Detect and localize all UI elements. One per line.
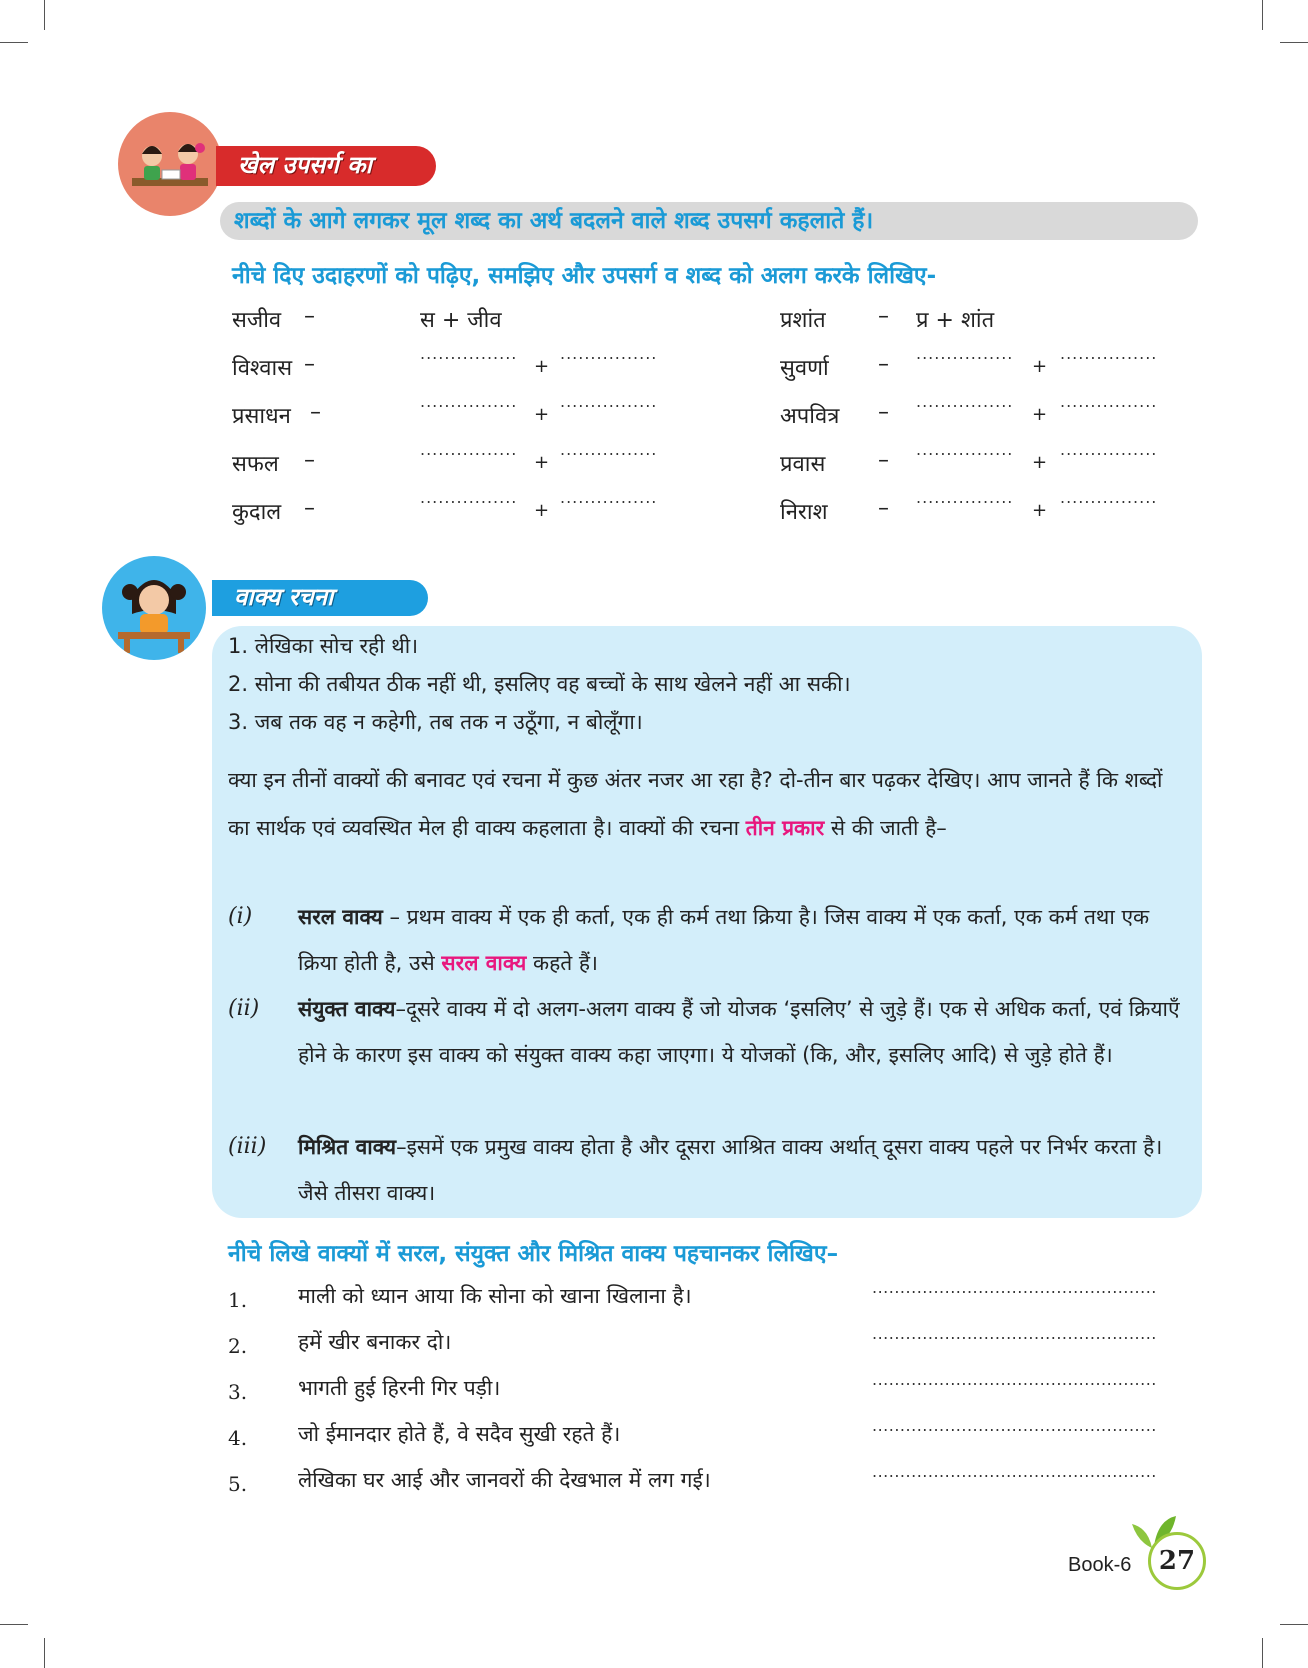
dash: –: [304, 352, 315, 377]
dash: –: [304, 304, 315, 329]
answer-line[interactable]: ...................................................: [872, 1370, 1157, 1389]
answer-line[interactable]: ...................................................: [872, 1278, 1157, 1297]
example-word: सफल: [232, 452, 279, 477]
point-number: (iii): [228, 1134, 267, 1159]
crop-mark: [0, 42, 28, 43]
kids-reading-illustration: [118, 112, 222, 216]
example-row: [232, 488, 672, 536]
answer-blank[interactable]: ................: [420, 440, 518, 459]
example-sentence: 2. सोना की तबीयत ठीक नहीं थी, इसलिए वह बच्चों के साथ खेलने नहीं आ सकी।: [228, 672, 851, 696]
book-label: Book-6: [1068, 1554, 1132, 1576]
example-answer: स + जीव: [420, 308, 502, 333]
page-number: 27: [1148, 1532, 1206, 1590]
example-row: [232, 304, 672, 344]
example-word: निराश: [780, 500, 828, 525]
answer-blank[interactable]: ................: [560, 392, 658, 411]
crop-mark: [0, 1624, 28, 1625]
example-word: प्रवास: [780, 452, 826, 477]
question-number: 4.: [228, 1426, 248, 1450]
point-number: (i): [228, 904, 253, 929]
answer-blank[interactable]: ................: [916, 392, 1014, 411]
plus-sign: +: [534, 356, 550, 377]
dash: –: [310, 400, 321, 425]
dash: –: [304, 448, 315, 473]
answer-blank[interactable]: ................: [560, 440, 658, 459]
dash: –: [878, 304, 889, 329]
plus-sign: +: [1032, 404, 1048, 425]
question-number: 2.: [228, 1334, 248, 1358]
example-row: [780, 488, 1180, 536]
section-banner-vakya-rachna: वाक्य रचना: [212, 580, 428, 616]
point-complex-sentence: [298, 1124, 1188, 1216]
dash: –: [304, 496, 315, 521]
crop-mark: [44, 1638, 45, 1668]
example-word: अपवित्र: [780, 404, 840, 429]
intro-highlight: तीन प्रकार: [745, 816, 825, 840]
point-term: मिश्रित वाक्य: [298, 1135, 397, 1159]
definition-bar: शब्दों के आगे लगकर मूल शब्द का अर्थ बदलने वाले शब्द उपसर्ग कहलाते हैं।: [220, 202, 1198, 240]
girl-studying-illustration: [102, 556, 206, 660]
example-row: [232, 440, 672, 488]
example-word: विश्वास: [232, 356, 293, 381]
example-row: [780, 392, 1180, 440]
answer-blank[interactable]: ................: [420, 344, 518, 363]
question-number: 3.: [228, 1380, 248, 1404]
example-word: प्रशांत: [780, 308, 826, 333]
answer-blank[interactable]: ................: [420, 392, 518, 411]
dash: –: [878, 400, 889, 425]
question-text: लेखिका घर आई और जानवरों की देखभाल में लग गई।: [298, 1468, 711, 1492]
plus-sign: +: [1032, 500, 1048, 521]
crop-mark: [44, 0, 45, 30]
answer-blank[interactable]: ................: [1060, 392, 1158, 411]
crop-mark: [1262, 1638, 1263, 1668]
answer-blank[interactable]: ................: [1060, 440, 1158, 459]
point-highlight: सरल वाक्य: [441, 951, 527, 975]
point-text: –दूसरे वाक्य में दो अलग-अलग वाक्य हैं जो योजक ‘इसलिए’ से जुड़े हैं। एक से अधिक कर्ता, एवं क्रियाएँ होने के कारण इस वाक्य को संयुक्त वाक्य कहा जाएगा। ये योजकों (कि, और, इसलिए आदि) से जुड़े होते हैं।: [298, 997, 1180, 1067]
answer-blank[interactable]: ................: [916, 488, 1014, 507]
dash: –: [878, 496, 889, 521]
example-row: [232, 344, 672, 392]
example-sentence: 1. लेखिका सोच रही थी।: [228, 634, 419, 658]
point-text: – प्रथम वाक्य में एक ही कर्ता, एक ही कर्म तथा क्रिया है। जिस वाक्य में एक कर्ता, एक कर्म तथा एक क्रिया होती है, उसे: [298, 905, 1150, 975]
example-answer: प्र + शांत: [916, 308, 995, 333]
crop-mark: [1280, 1624, 1308, 1625]
point-simple-sentence: [298, 894, 1188, 986]
answer-blank[interactable]: ................: [1060, 488, 1158, 507]
point-term: संयुक्त वाक्य: [298, 997, 396, 1021]
example-row: [780, 304, 1180, 344]
instruction-upsarg: नीचे दिए उदाहरणों को पढ़िए, समझिए और उपसर्ग व शब्द को अलग करके लिखिए-: [232, 263, 937, 289]
answer-blank[interactable]: ................: [1060, 344, 1158, 363]
example-word: कुदाल: [232, 500, 282, 525]
plus-sign: +: [534, 452, 550, 473]
intro-paragraph: [228, 756, 1188, 852]
example-word: प्रसाधन: [232, 404, 291, 429]
point-text-end: कहते हैं।: [526, 951, 599, 975]
answer-blank[interactable]: ................: [916, 440, 1014, 459]
section-banner-upsarg: खेल उपसर्ग का: [216, 146, 436, 186]
answer-blank[interactable]: ................: [420, 488, 518, 507]
point-text: –इसमें एक प्रमुख वाक्य होता है और दूसरा आश्रित वाक्य अर्थात् दूसरा वाक्य पहले पर निर्भर करता है। जैसे तीसरा वाक्य।: [298, 1135, 1163, 1205]
intro-text: क्या इन तीनों वाक्यों की बनावट एवं रचना में कुछ अंतर नजर आ रहा है? दो-तीन बार पढ़कर देखिए। आप जानते हैं कि शब्दों का सार्थक एवं व्यवस्थित मेल ही वाक्य कहलाता है। वाक्यों की रचना: [228, 768, 1163, 840]
point-term: सरल वाक्य: [298, 905, 383, 929]
answer-line[interactable]: ...................................................: [872, 1416, 1157, 1435]
intro-end: से की जाती है–: [824, 816, 947, 840]
question-text: जो ईमानदार होते हैं, वे सदैव सुखी रहते हैं।: [298, 1422, 621, 1446]
plus-sign: +: [534, 404, 550, 425]
answer-line[interactable]: ...................................................: [872, 1462, 1157, 1481]
question-text: माली को ध्यान आया कि सोना को खाना खिलाना है।: [298, 1284, 692, 1308]
example-word: सुवर्णा: [780, 356, 829, 381]
plus-sign: +: [1032, 452, 1048, 473]
plus-sign: +: [1032, 356, 1048, 377]
dash: –: [878, 448, 889, 473]
example-row: [780, 344, 1180, 392]
question-text: भागती हुई हिरनी गिर पड़ी।: [298, 1376, 501, 1400]
point-compound-sentence: [298, 986, 1188, 1078]
dash: –: [878, 352, 889, 377]
example-row: [232, 392, 672, 440]
point-number: (ii): [228, 996, 260, 1021]
question-number: 1.: [228, 1288, 248, 1312]
answer-blank[interactable]: ................: [560, 344, 658, 363]
instruction-identify: नीचे लिखे वाक्यों में सरल, संयुक्त और मिश्रित वाक्य पहचानकर लिखिए–: [228, 1241, 839, 1267]
answer-blank[interactable]: ................: [560, 488, 658, 507]
question-number: 5.: [228, 1472, 248, 1496]
answer-blank[interactable]: ................: [916, 344, 1014, 363]
answer-line[interactable]: ...................................................: [872, 1324, 1157, 1343]
plus-sign: +: [534, 500, 550, 521]
example-word: सजीव: [232, 308, 282, 333]
crop-mark: [1280, 42, 1308, 43]
question-text: हमें खीर बनाकर दो।: [298, 1330, 452, 1354]
crop-mark: [1262, 0, 1263, 30]
example-sentence: 3. जब तक वह न कहेगी, तब तक न उठूँगा, न बोलूँगा।: [228, 710, 643, 734]
example-row: [780, 440, 1180, 488]
